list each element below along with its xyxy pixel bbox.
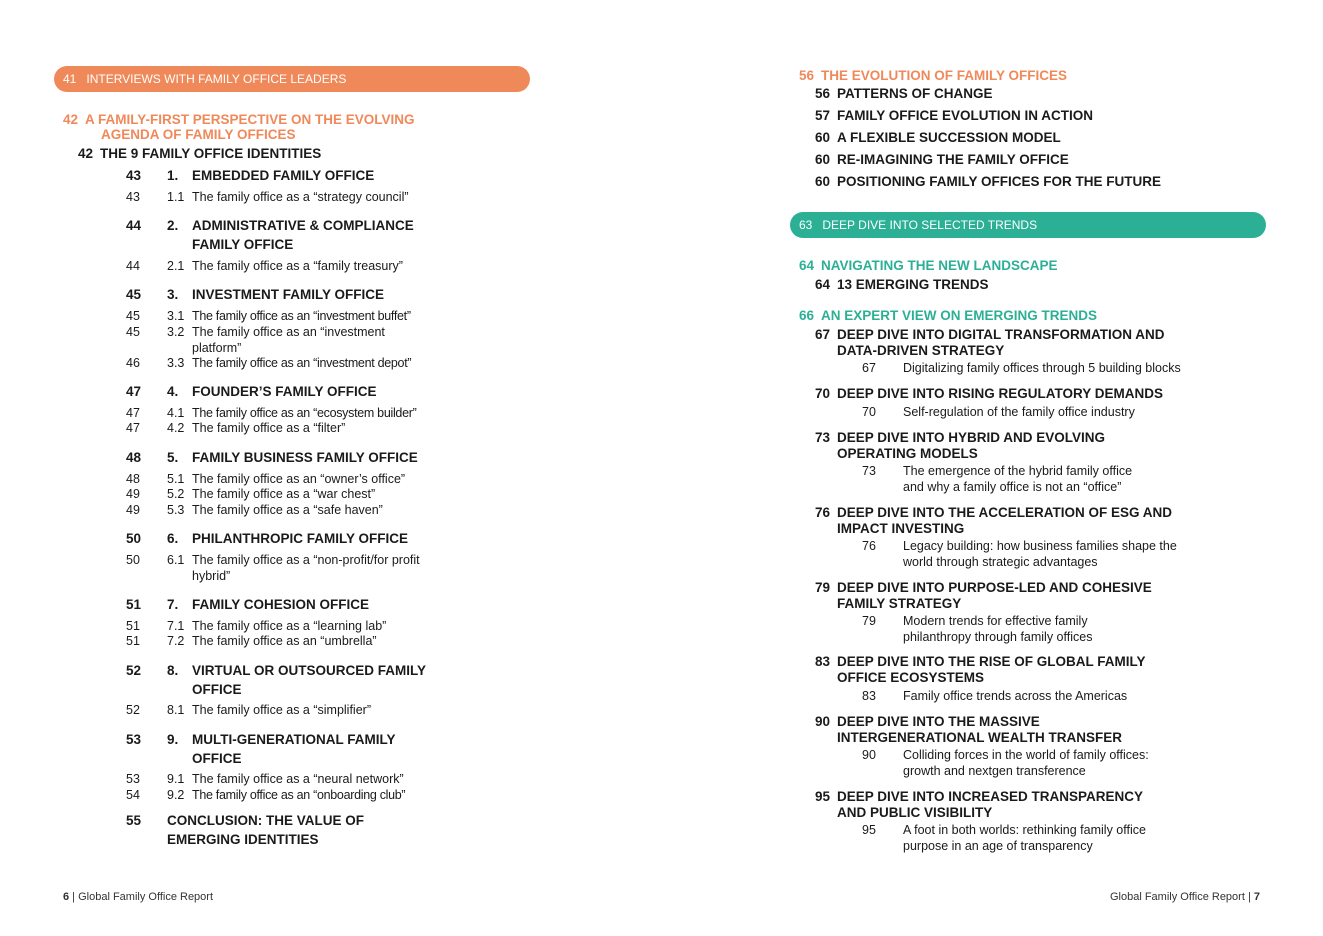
subitem-index: 5.3 xyxy=(167,503,185,517)
section-page: 66 xyxy=(799,308,815,323)
subitem-title: The family office as a “safe haven” xyxy=(192,503,383,517)
deep-dive-page: 76 xyxy=(815,505,831,520)
toc-subsection[interactable] xyxy=(815,130,1061,145)
footer-right: Global Family Office Report | 7 xyxy=(1109,891,1260,903)
footer-left: 6 | Global Family Office Report xyxy=(63,891,214,903)
subitem-page: 47 xyxy=(126,421,140,435)
item-title: CONCLUSION: THE VALUE OF EMERGING IDENTITIES xyxy=(167,813,364,847)
subitem-index: 4.2 xyxy=(167,421,185,435)
subitem-index: 9.1 xyxy=(167,772,185,786)
item-page: 45 xyxy=(126,287,142,302)
subitem-title: The family office as a “strategy council” xyxy=(192,190,409,204)
item-index: 2. xyxy=(167,218,179,233)
deep-dive-sub-page: 83 xyxy=(862,689,876,703)
item-page: 52 xyxy=(126,663,142,678)
subitem-index: 4.1 xyxy=(167,406,185,420)
subitem-title: The family office as an “investment depot” xyxy=(192,356,412,370)
item-page: 43 xyxy=(126,168,142,183)
subsection-page: 56 xyxy=(815,86,831,101)
item-title: MULTI-GENERATIONAL FAMILY OFFICE xyxy=(192,732,396,766)
item-page: 47 xyxy=(126,384,142,399)
subitem-title: The family office as a “filter” xyxy=(192,421,346,435)
deep-dive-sub-title: The emergence of the hybrid family office and why a family office is not an “office” xyxy=(903,464,1133,494)
section-evolution[interactable] xyxy=(799,68,1067,83)
toc-subsection[interactable] xyxy=(815,277,989,292)
deep-dive-sub-title: A foot in both worlds: rethinking family office purpose in an age of transparency xyxy=(903,823,1146,853)
item-index: 5. xyxy=(167,450,179,465)
section-title: A FAMILY-FIRST PERSPECTIVE ON THE EVOLVING AGENDA OF FAMILY OFFICES xyxy=(85,112,415,142)
subitem-page: 49 xyxy=(126,503,140,517)
footer-label: Global Family Office Report xyxy=(1109,891,1245,903)
subitem-title: The family office as an “ecosystem builder” xyxy=(192,406,417,420)
deep-dive-title: DEEP DIVE INTO THE MASSIVE INTERGENERATIONAL WEALTH TRANSFER xyxy=(837,714,1122,745)
deep-dive-page: 67 xyxy=(815,327,831,342)
subsection-identities[interactable] xyxy=(78,146,321,161)
deep-dive-title: DEEP DIVE INTO THE ACCELERATION OF ESG AND IMPACT INVESTING xyxy=(837,505,1173,536)
deep-dive-page: 83 xyxy=(815,654,831,669)
subitem-title: The family office as a “non-profit/for profit hybrid” xyxy=(192,553,420,583)
deep-dive-page: 90 xyxy=(815,714,831,729)
item-title: EMBEDDED FAMILY OFFICE xyxy=(192,168,375,183)
subitem-page: 54 xyxy=(126,788,140,802)
subitem-index: 5.1 xyxy=(167,472,185,486)
subsection-page: 60 xyxy=(815,130,831,145)
item-title: INVESTMENT FAMILY OFFICE xyxy=(192,287,385,302)
deep-dive-title: DEEP DIVE INTO DIGITAL TRANSFORMATION AND DATA-DRIVEN STRATEGY xyxy=(837,327,1165,358)
deep-dive-sub-page: 95 xyxy=(862,823,876,837)
subitem-page: 51 xyxy=(126,634,140,648)
item-title: VIRTUAL OR OUTSOURCED FAMILY OFFICE xyxy=(192,663,426,697)
subsection-page: 60 xyxy=(815,152,831,167)
deep-dive-sub-page: 73 xyxy=(862,464,876,478)
section-page: 42 xyxy=(63,112,79,127)
deep-dive-page: 79 xyxy=(815,580,831,595)
toc-subsection[interactable] xyxy=(815,86,993,101)
deep-dive-page: 95 xyxy=(815,789,831,804)
section-page: 56 xyxy=(799,68,815,83)
subitem-page: 52 xyxy=(126,703,140,717)
subitem-index: 9.2 xyxy=(167,788,185,802)
deep-dive-sub-title: Self-regulation of the family office industry xyxy=(903,405,1135,419)
subitem-index: 7.1 xyxy=(167,619,185,633)
item-index: 3. xyxy=(167,287,179,302)
item-index: 1. xyxy=(167,168,179,183)
banner-deep-dive[interactable] xyxy=(790,212,1266,238)
subsection-title: FAMILY OFFICE EVOLUTION IN ACTION xyxy=(837,108,1094,123)
subitem-page: 51 xyxy=(126,619,140,633)
subitem-page: 47 xyxy=(126,406,140,420)
footer-label: Global Family Office Report xyxy=(78,891,214,903)
subitem-title: The family office as an “investment platform” xyxy=(192,325,385,355)
deep-dive-title: DEEP DIVE INTO HYBRID AND EVOLVING OPERATING MODELS xyxy=(837,430,1106,461)
toc-subsection[interactable] xyxy=(815,152,1069,167)
deep-dive-title: DEEP DIVE INTO INCREASED TRANSPARENCY AND PUBLIC VISIBILITY xyxy=(837,789,1143,820)
deep-dive-sub-page: 76 xyxy=(862,539,876,553)
subsection-title: POSITIONING FAMILY OFFICES FOR THE FUTURE xyxy=(837,174,1162,189)
subitem-title: The family office as an “investment buffet” xyxy=(192,309,411,323)
subsection-title: THE 9 FAMILY OFFICE IDENTITIES xyxy=(100,146,322,161)
item-title: PHILANTHROPIC FAMILY OFFICE xyxy=(192,531,409,546)
subitem-index: 1.1 xyxy=(167,190,185,204)
subitem-title: The family office as an “owner’s office” xyxy=(192,472,406,486)
subitem-page: 43 xyxy=(126,190,140,204)
subitem-title: The family office as a “neural network” xyxy=(192,772,404,786)
subitem-index: 3.3 xyxy=(167,356,185,370)
item-index: 6. xyxy=(167,531,179,546)
subitem-index: 3.1 xyxy=(167,309,185,323)
section-navigating[interactable] xyxy=(799,258,1058,273)
banner-label: INTERVIEWS WITH FAMILY OFFICE LEADERS xyxy=(86,72,347,86)
subitem-title: The family office as an “onboarding club” xyxy=(192,788,406,802)
subsection-title: A FLEXIBLE SUCCESSION MODEL xyxy=(837,130,1061,145)
deep-dive-title: DEEP DIVE INTO THE RISE OF GLOBAL FAMILY OFFICE ECOSYSTEMS xyxy=(837,654,1146,685)
subitem-index: 6.1 xyxy=(167,553,185,567)
deep-dive-sub-page: 67 xyxy=(862,361,876,375)
subitem-title: The family office as a “family treasury” xyxy=(192,259,403,273)
subitem-index: 8.1 xyxy=(167,703,185,717)
banner-interviews[interactable] xyxy=(54,66,530,92)
subitem-title: The family office as an “umbrella” xyxy=(192,634,377,648)
section-title: THE EVOLUTION OF FAMILY OFFICES xyxy=(821,68,1068,83)
banner-label: DEEP DIVE INTO SELECTED TRENDS xyxy=(822,218,1038,232)
item-index: 7. xyxy=(167,597,179,612)
subitem-page: 45 xyxy=(126,325,140,339)
subitem-page: 49 xyxy=(126,487,140,501)
item-title: FAMILY COHESION OFFICE xyxy=(192,597,370,612)
footer-page-number: 7 xyxy=(1253,891,1260,903)
banner-page: 63 xyxy=(799,218,813,232)
item-index: 9. xyxy=(167,732,179,747)
item-title: FAMILY BUSINESS FAMILY OFFICE xyxy=(192,450,418,465)
subitem-title: The family office as a “simplifier” xyxy=(192,703,371,717)
subitem-page: 53 xyxy=(126,772,140,786)
subitem-index: 5.2 xyxy=(167,487,185,501)
subitem-index: 2.1 xyxy=(167,259,185,273)
deep-dive-title: DEEP DIVE INTO PURPOSE-LED AND COHESIVE FAMILY STRATEGY xyxy=(837,580,1152,611)
item-page: 44 xyxy=(126,218,142,233)
section-title: NAVIGATING THE NEW LANDSCAPE xyxy=(821,258,1058,273)
deep-dive-sub-title: Digitalizing family offices through 5 building blocks xyxy=(903,361,1181,375)
subsection-page: 64 xyxy=(815,277,831,292)
subsection-page: 60 xyxy=(815,174,831,189)
item-title: FOUNDER’S FAMILY OFFICE xyxy=(192,384,377,399)
item-page: 51 xyxy=(126,597,142,612)
subitem-page: 50 xyxy=(126,553,140,567)
item-title: ADMINISTRATIVE & COMPLIANCE FAMILY OFFICE xyxy=(192,218,414,252)
deep-dive-sub-page: 90 xyxy=(862,748,876,762)
toc-subsection[interactable] xyxy=(815,108,1093,123)
subitem-page: 45 xyxy=(126,309,140,323)
subitem-page: 48 xyxy=(126,472,140,486)
deep-dive-sub-page: 79 xyxy=(862,614,876,628)
banner-page: 41 xyxy=(63,72,77,86)
subitem-page: 44 xyxy=(126,259,140,273)
item-page: 48 xyxy=(126,450,142,465)
section-title: AN EXPERT VIEW ON EMERGING TRENDS xyxy=(821,308,1098,323)
subitem-index: 7.2 xyxy=(167,634,185,648)
subitem-index: 3.2 xyxy=(167,325,185,339)
deep-dive-sub-page: 70 xyxy=(862,405,876,419)
item-page: 53 xyxy=(126,732,142,747)
item-index: 8. xyxy=(167,663,179,678)
section-page: 64 xyxy=(799,258,815,273)
deep-dive-page: 73 xyxy=(815,430,831,445)
footer-page-number: 6 xyxy=(63,891,70,903)
toc-subsection[interactable] xyxy=(815,174,1161,189)
item-index: 4. xyxy=(167,384,179,399)
subsection-title: PATTERNS OF CHANGE xyxy=(837,86,993,101)
deep-dive-sub-title: Legacy building: how business families shape the world through strategic advantages xyxy=(903,539,1177,569)
deep-dive-sub-title: Family office trends across the Americas xyxy=(903,689,1128,703)
subitem-title: The family office as a “learning lab” xyxy=(192,619,387,633)
item-page: 50 xyxy=(126,531,142,546)
subitem-title: The family office as a “war chest” xyxy=(192,487,376,501)
subsection-title: RE-IMAGINING THE FAMILY OFFICE xyxy=(837,152,1069,167)
deep-dive-title: DEEP DIVE INTO RISING REGULATORY DEMANDS xyxy=(837,386,1164,401)
section-expert-view[interactable] xyxy=(799,308,1097,323)
subsection-page: 57 xyxy=(815,108,831,123)
subitem-page: 46 xyxy=(126,356,140,370)
deep-dive-sub-title: Colliding forces in the world of family offices: growth and nextgen transference xyxy=(903,748,1149,778)
deep-dive-page: 70 xyxy=(815,386,831,401)
item-page: 55 xyxy=(126,813,142,828)
section-family-first[interactable] xyxy=(63,112,415,142)
subsection-title: 13 EMERGING TRENDS xyxy=(837,277,989,292)
subsection-page: 42 xyxy=(78,146,94,161)
deep-dive-sub-title: Modern trends for effective family philanthropy through family offices xyxy=(903,614,1093,644)
